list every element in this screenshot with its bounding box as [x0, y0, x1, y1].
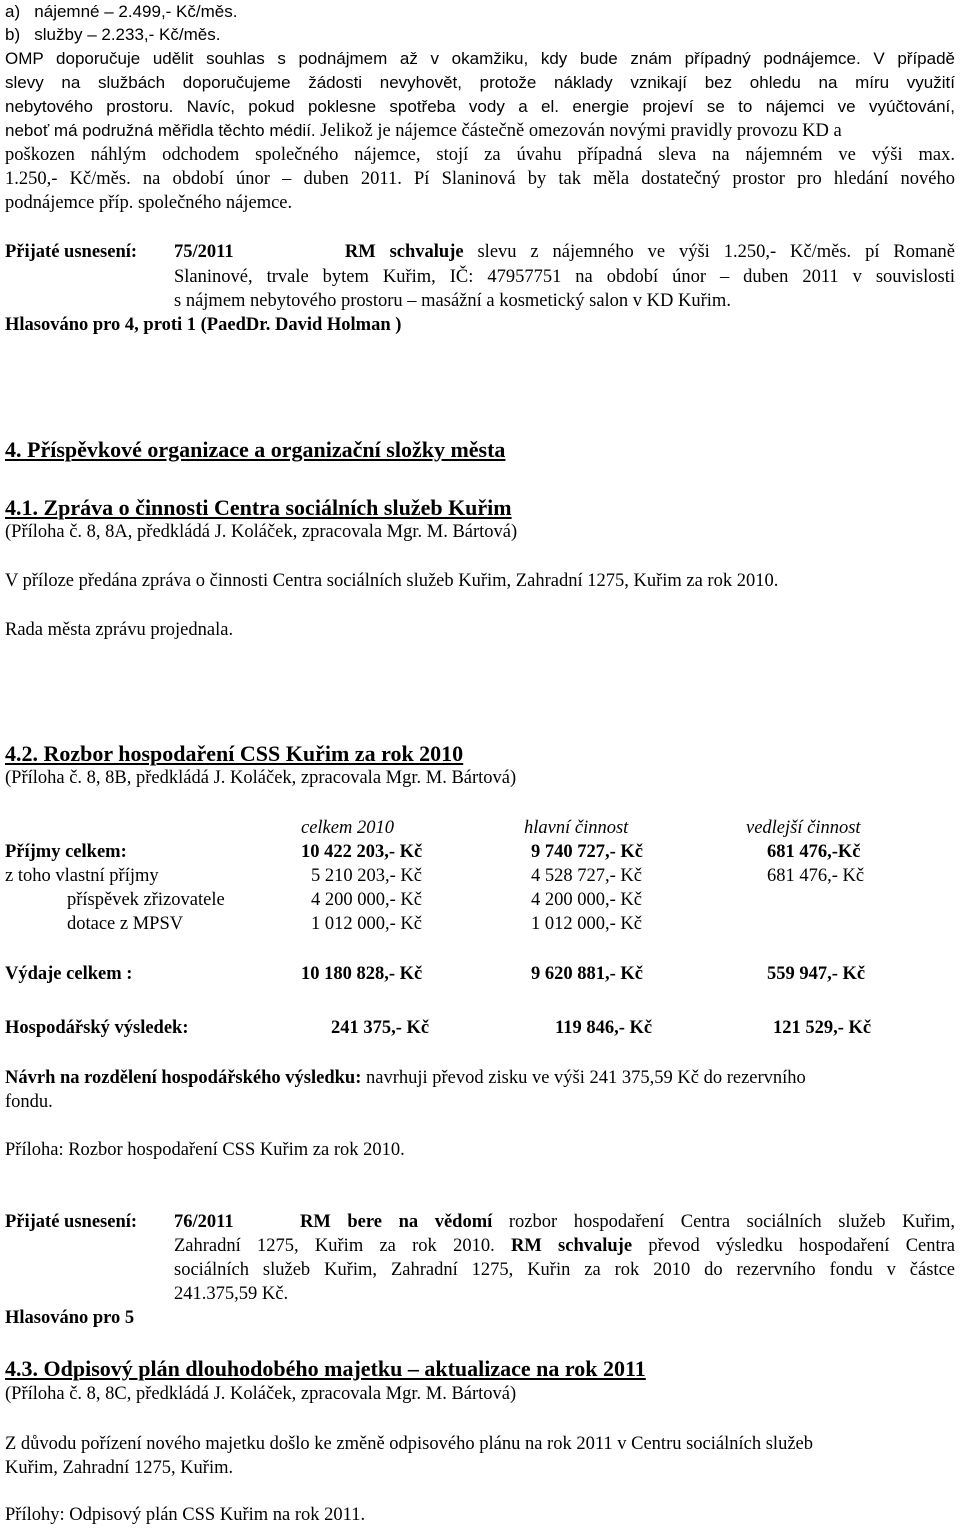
resolution-verb: RM schvaluje	[510, 1236, 633, 1256]
table-cell: 9 740 727,- Kč	[531, 842, 644, 862]
resolution-label: Přijaté usnesení:	[5, 1212, 138, 1232]
proposal-text: navrhuji převod zisku ve výši 241 375,59 Kč do rezervního	[361, 1068, 806, 1088]
table-cell: 121 529,- Kč	[773, 1018, 872, 1038]
attachment-note: (Příloha č. 8, 8A, předkládá J. Koláček, zpracovala Mgr. M. Bártová)	[5, 522, 518, 542]
resolution-text: Zahradní 1275, Kuřim za rok 2010.	[174, 1236, 495, 1256]
table-cell: 681 476,- Kč	[767, 866, 865, 886]
paragraph-line: nebytového prostoru. Navíc, pokud poklesne spotřeba vody a el. energie projeví se to nájemci ve vyúčtování,	[5, 97, 955, 116]
paragraph-fragment: neboť má podružná měřidla těchto médií.	[5, 121, 316, 140]
paragraph-line: poškozen náhlým odchodem společného nájemce, stojí za úvahu případná sleva na nájemném ve výši max.	[5, 145, 955, 165]
paragraph-line: 1.250,- Kč/měs. na období únor – duben 2011. Pí Slaninová by tak měla dostatečný prostor pro hledání nového	[5, 169, 955, 189]
row-label: Hospodářský výsledek:	[5, 1018, 189, 1038]
appendix-note: Příloha: Rozbor hospodaření CSS Kuřim za rok 2010.	[5, 1140, 405, 1160]
table-cell: 5 210 203,- Kč	[311, 866, 422, 886]
table-cell: 1 012 000,- Kč	[531, 914, 642, 934]
plan-text: Z důvodu pořízení nového majetku došlo ke změně odpisového plánu na rok 2011 v Centru sociálních služeb	[5, 1434, 813, 1454]
proposal-line: fondu.	[5, 1092, 53, 1112]
paragraph-line: OMP doporučuje udělit souhlas s podnájmem až v okamžiku, kdy bude znám případný podnájemce. V případě	[5, 49, 955, 68]
column-header: vedlejší činnost	[746, 818, 861, 838]
row-label: z toho vlastní příjmy	[5, 866, 159, 886]
proposal-label: Návrh na rozdělení hospodářského výsledku:	[5, 1068, 362, 1088]
row-label: dotace z MPSV	[67, 914, 184, 934]
table-cell: 559 947,- Kč	[767, 964, 866, 984]
paragraph-line: slevy na službách doporučujeme žádosti nevyhovět, protože náklady vznikají bez ohledu na míru využití	[5, 73, 955, 92]
resolution-text: převod výsledku hospodaření Centra	[648, 1236, 956, 1256]
table-cell: 119 846,- Kč	[555, 1018, 653, 1038]
table-cell: 4 200 000,- Kč	[531, 890, 642, 910]
resolution-line	[174, 240, 955, 264]
proposal-line	[5, 1066, 955, 1090]
attachment-note: (Příloha č. 8, 8C, předkládá J. Koláček, zpracovala Mgr. M. Bártová)	[5, 1384, 517, 1404]
subsection-heading: 4.3. Odpisový plán dlouhodobého majetku – aktualizace na rok 2011	[5, 1356, 646, 1381]
paragraph-line: podnájemce příp. společného nájemce.	[5, 193, 293, 213]
resolution-line: sociálních služeb Kuřim, Zahradní 1275, Kuřin za rok 2010 do rezervního fondu v částce	[174, 1260, 955, 1280]
table-cell: 10 422 203,- Kč	[301, 842, 423, 862]
resolution-line: Slaninové, trvale bytem Kuřim, IČ: 47957751 na období únor – duben 2011 v souvislosti	[174, 267, 955, 287]
attachment-note: (Příloha č. 8, 8B, předkládá J. Koláček, zpracovala Mgr. M. Bártová)	[5, 768, 517, 788]
list-item-rent: a) nájemné – 2.499,- Kč/měs.	[5, 2, 238, 21]
resolution-line: 241.375,59 Kč.	[174, 1284, 289, 1304]
table-cell: 1 012 000,- Kč	[311, 914, 422, 934]
resolution-line	[174, 1234, 955, 1258]
table-cell: 9 620 881,- Kč	[531, 964, 644, 984]
resolution-number: 75/2011	[174, 242, 234, 262]
list-item-services: b) služby – 2.233,- Kč/měs.	[5, 25, 221, 44]
resolution-text: rozbor hospodaření Centra sociálních služeb Kuřim,	[508, 1212, 955, 1232]
table-cell: 4 528 727,- Kč	[531, 866, 642, 886]
appendix-note: Přílohy: Odpisový plán CSS Kuřim na rok 2011.	[5, 1505, 366, 1525]
report-text: V příloze předána zpráva o činnosti Centra sociálních služeb Kuřim, Zahradní 1275, Kuřim za rok 2010.	[5, 571, 779, 591]
vote-result: Hlasováno pro 5	[5, 1308, 135, 1328]
section-heading: 4. Příspěvkové organizace a organizační složky města	[5, 437, 506, 462]
row-label: Příjmy celkem:	[5, 842, 127, 862]
paragraph-line	[5, 119, 955, 143]
vote-result: Hlasováno pro 4, proti 1 (PaedDr. David Holman )	[5, 315, 402, 335]
table-cell: 4 200 000,- Kč	[311, 890, 422, 910]
resolution-line: s nájmem nebytového prostoru – masážní a kosmetický salon v KD Kuřim.	[174, 291, 731, 311]
table-cell: 681 476,-Kč	[767, 842, 861, 862]
resolution-verb: RM bere na vědomí	[299, 1212, 493, 1232]
council-note: Rada města zprávu projednala.	[5, 620, 234, 640]
paragraph-fragment: Jelikož je nájemce částečně omezován novými pravidly provozu KD a	[315, 121, 842, 141]
resolution-label: Přijaté usnesení:	[5, 242, 138, 262]
column-header: celkem 2010	[301, 818, 394, 838]
table-cell: 10 180 828,- Kč	[301, 964, 423, 984]
plan-text: Kuřim, Zahradní 1275, Kuřim.	[5, 1458, 234, 1478]
resolution-text: slevu z nájemného ve výši 1.250,- Kč/měs. pí Romaně	[477, 242, 956, 262]
resolution-number: 76/2011	[174, 1212, 234, 1232]
row-label: příspěvek zřizovatele	[67, 890, 225, 910]
resolution-line	[174, 1210, 955, 1234]
column-header: hlavní činnost	[524, 818, 629, 838]
subsection-heading: 4.2. Rozbor hospodaření CSS Kuřim za rok 2010	[5, 741, 464, 766]
resolution-verb: RM schvaluje	[344, 242, 464, 262]
row-label: Výdaje celkem :	[5, 964, 133, 984]
subsection-heading: 4.1. Zpráva o činnosti Centra sociálních služeb Kuřim	[5, 495, 512, 520]
table-cell: 241 375,- Kč	[331, 1018, 430, 1038]
